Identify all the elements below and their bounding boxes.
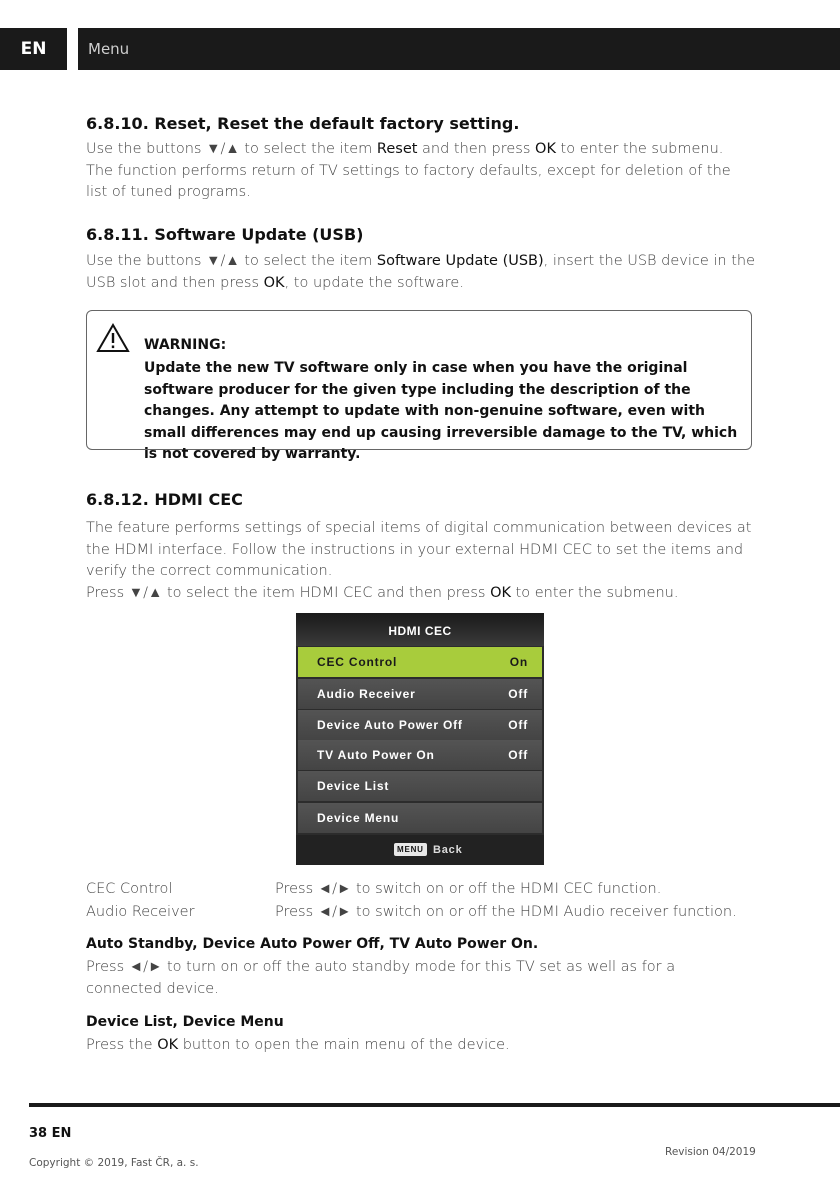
revision: Revision 04/2019: [665, 1146, 756, 1158]
page-number: 38 EN: [29, 1126, 72, 1141]
warning-text: Update the new TV software only in case when you have the original software producer for the given type including the description of the changes. Any attempt to update with non-genuine software, even with small differences may end up causing irreversible damage to the TV, which is not covered by warranty.: [144, 360, 738, 462]
menu-row-device-menu[interactable]: Device Menu: [298, 803, 542, 833]
warning-icon: [96, 323, 130, 353]
section-title-reset: 6.8.10. Reset, Reset the default factory setting.: [86, 114, 520, 133]
definition-desc: Press ◄/► to switch on or off the HDMI Audio receiver function.: [275, 904, 737, 920]
definition-desc: Press ◄/► to switch on or off the HDMI CEC function.: [275, 881, 662, 897]
menu-title: HDMI CEC: [296, 613, 544, 646]
header-title: Menu: [88, 40, 130, 58]
auto-standby-text: Press ◄/► to turn on or off the auto standby mode for this TV set as well as for a connected device.: [86, 959, 676, 997]
definition-term: CEC Control: [86, 881, 173, 897]
menu-row-device-auto-power-off[interactable]: Device Auto Power Off Off: [298, 710, 542, 740]
reset-paragraph: Use the buttons ▼/▲ to select the item Reset and then press OK to enter the submenu. The function performs return of TV settings to factory defaults, except for deletion of the list of tuned programs.: [86, 141, 731, 200]
device-list-text: Press the OK button to open the main menu of the device.: [86, 1037, 510, 1053]
copyright: Copyright © 2019, Fast ČR, a. s.: [29, 1157, 199, 1169]
device-list-title: Device List, Device Menu: [86, 1014, 284, 1030]
section-title-hdmi-cec: 6.8.12. HDMI CEC: [86, 490, 243, 509]
hdmi-cec-menu: [296, 613, 544, 865]
software-update-paragraph: Use the buttons ▼/▲ to select the item Software Update (USB), insert the USB device in the USB slot and then press OK, to update the software.: [86, 253, 756, 291]
section-title-software-update: 6.8.11. Software Update (USB): [86, 225, 364, 244]
language-badge: EN: [0, 28, 67, 70]
footer-divider: [29, 1103, 840, 1107]
definition-term: Audio Receiver: [86, 904, 195, 920]
header-bar: [78, 28, 840, 70]
menu-key-icon: MENU: [394, 843, 427, 856]
menu-footer: [296, 835, 544, 865]
warning-title: WARNING:: [144, 337, 227, 353]
menu-back-label[interactable]: Back: [433, 844, 463, 856]
auto-standby-title: Auto Standby, Device Auto Power Off, TV Auto Power On.: [86, 936, 539, 952]
menu-row-audio-receiver[interactable]: Audio Receiver Off: [298, 679, 542, 709]
hdmi-cec-paragraph: The feature performs settings of special items of digital communication between devices at the HDMI interface. Follow the instructions in your external HDMI CEC to set the items and verify the correct communication. Press ▼/▲ to select the item HDMI CEC and then press OK to enter the submenu.: [86, 520, 752, 601]
warning-box: [86, 310, 752, 462]
menu-row-cec-control[interactable]: CEC Control On: [298, 647, 542, 677]
menu-row-device-list[interactable]: Device List: [298, 771, 542, 801]
menu-row-tv-auto-power-on[interactable]: TV Auto Power On Off: [298, 740, 542, 770]
